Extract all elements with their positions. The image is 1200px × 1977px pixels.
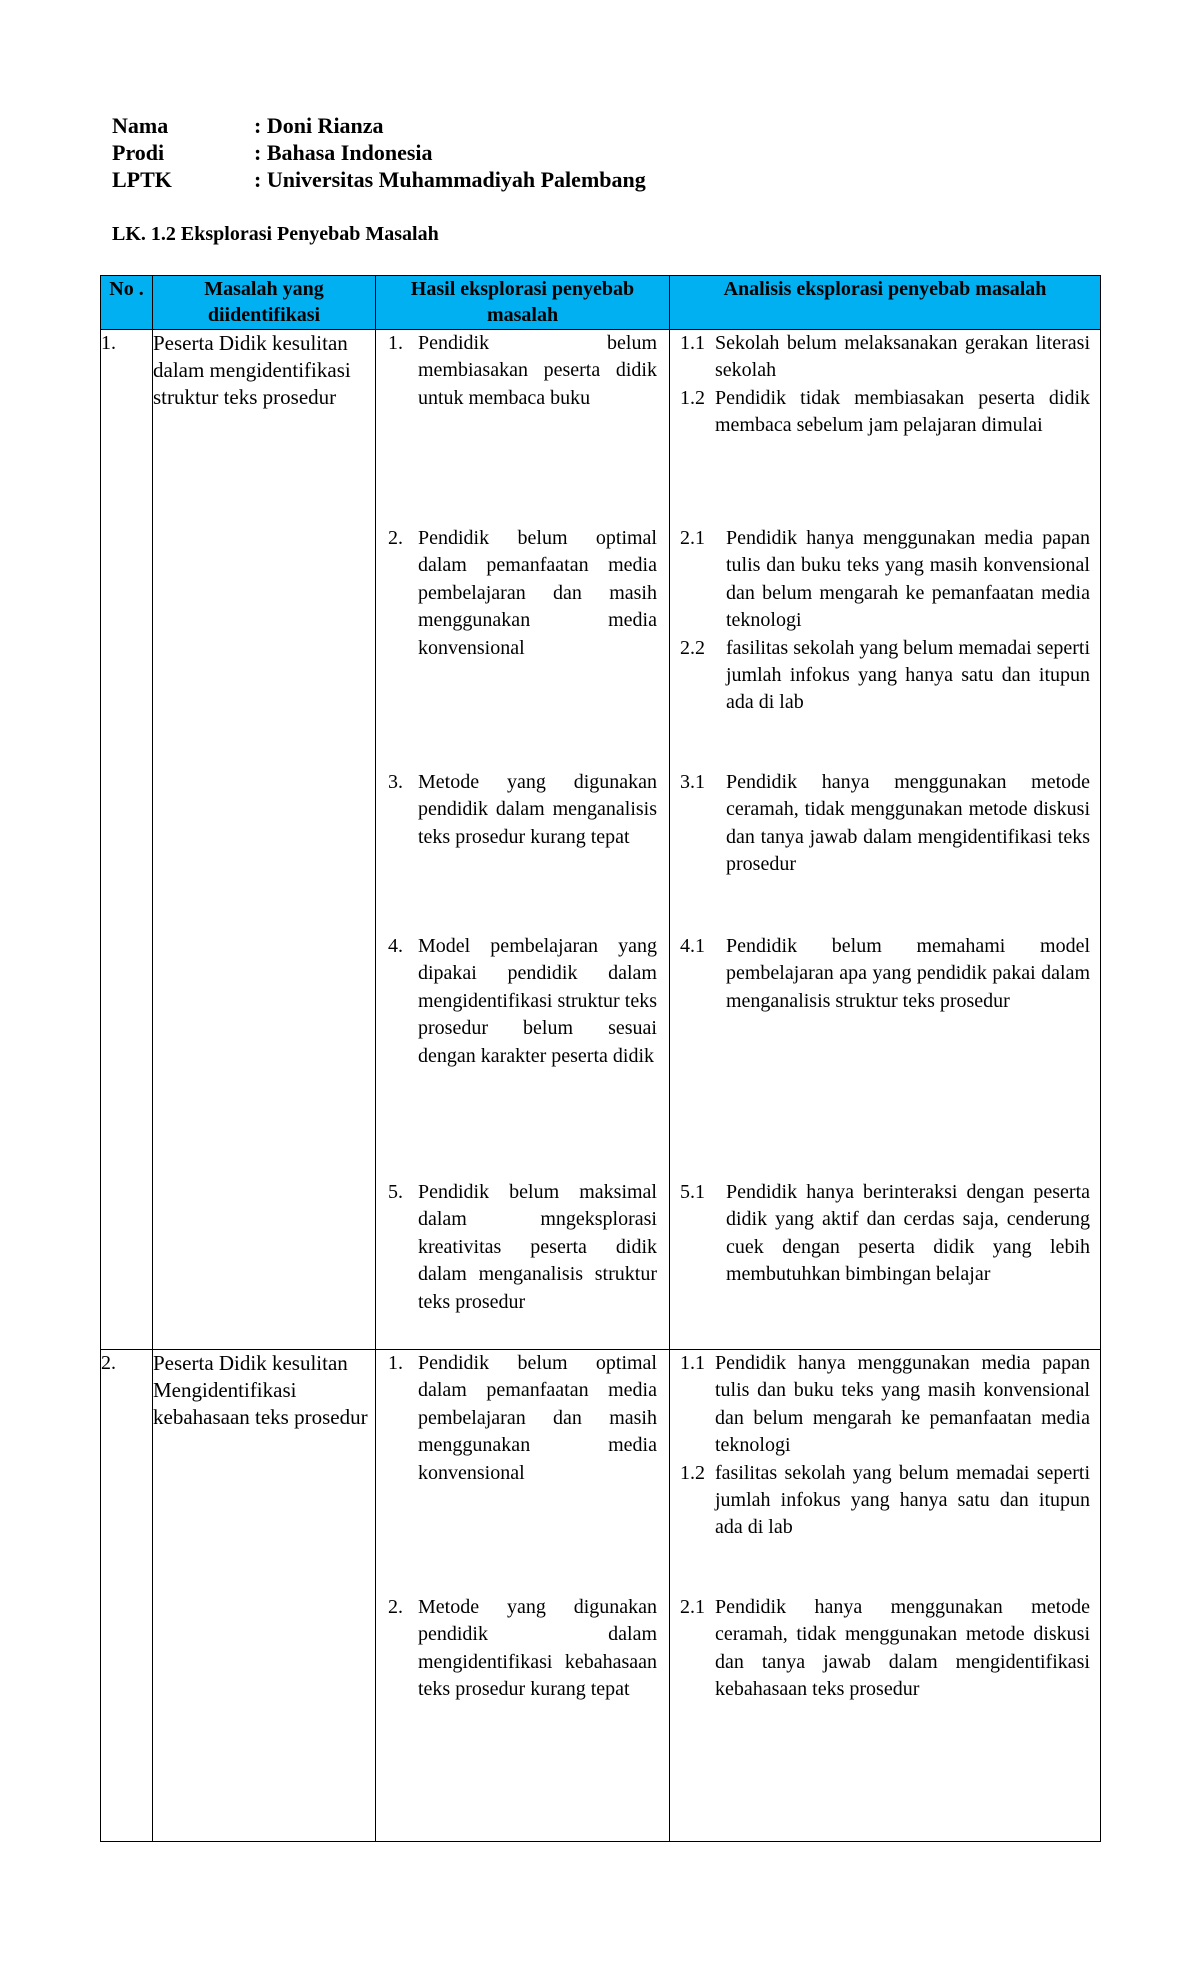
analysis-cell bbox=[670, 330, 1101, 1350]
analysis-number: 3.1 bbox=[680, 771, 705, 793]
analysis-text: Sekolah belum melaksanakan gerakan literasi sekolah bbox=[715, 332, 1090, 382]
cause-item bbox=[388, 1350, 657, 1487]
cause-text: Pendidik belum maksimal dalam mngeksplorasi kreativitas peserta didik dalam menganalisis struktur teks prosedur bbox=[418, 1181, 657, 1313]
analysis-text: Pendidik hanya menggunakan metode ceramah, tidak menggunakan metode diskusi dan tanya jawab dalam mengidentifikasi teks prosedur bbox=[726, 771, 1090, 876]
cause-number: 1. bbox=[388, 332, 403, 354]
analysis-item bbox=[680, 385, 1090, 440]
analysis-number: 2.2 bbox=[680, 636, 705, 659]
analysis-number: 1.2 bbox=[680, 1461, 705, 1484]
cause-block bbox=[376, 933, 669, 1179]
name-row bbox=[112, 112, 646, 139]
cause-item bbox=[388, 1594, 657, 1704]
analysis-block bbox=[670, 330, 1100, 525]
analysis-text: Pendidik hanya berinteraksi dengan peserta didik yang aktif dan cerdas saja, cenderung cuek dengan peserta didik yang lebih membutuhkan bimbingan belajar bbox=[726, 1181, 1090, 1286]
analysis-number: 2.1 bbox=[680, 1596, 705, 1618]
lptk-row bbox=[112, 166, 646, 193]
problem-cell: Peserta Didik kesulitan dalam mengidentifikasi struktur teks prosedur bbox=[153, 330, 376, 1350]
analysis-item bbox=[680, 330, 1090, 385]
identity-header bbox=[112, 112, 646, 193]
analysis-number: 4.1 bbox=[680, 935, 705, 957]
row-number: 2. bbox=[101, 1350, 153, 1842]
analysis-number: 1.2 bbox=[680, 386, 705, 409]
analysis-item bbox=[680, 1350, 1090, 1460]
cause-number: 4. bbox=[388, 935, 403, 957]
cause-number: 5. bbox=[388, 1181, 403, 1203]
cause-item bbox=[388, 525, 657, 662]
cause-block bbox=[376, 1179, 669, 1349]
cause-text: Model pembelajaran yang dipakai pendidik dalam mengidentifikasi struktur teks prosedur belum sesuai dengan karakter peserta didik bbox=[418, 935, 657, 1067]
table-row bbox=[101, 1350, 1101, 1842]
lptk-label: LPTK bbox=[112, 167, 172, 192]
analysis-item bbox=[680, 1179, 1090, 1289]
cause-item bbox=[388, 1179, 657, 1316]
analysis-text: fasilitas sekolah yang belum memadai seperti jumlah infokus yang hanya satu dan itupun ada di lab bbox=[715, 1461, 1090, 1539]
header-causes: Hasil eksplorasi penyebab masalah bbox=[376, 276, 670, 330]
analysis-number: 1.1 bbox=[680, 332, 705, 354]
cause-text: Metode yang digunakan pendidik dalam menganalisis teks prosedur kurang tepat bbox=[418, 771, 657, 848]
lptk-value: : Universitas Muhammadiyah Palembang bbox=[254, 167, 646, 192]
cause-block bbox=[376, 1594, 669, 1841]
cause-text: Pendidik belum optimal dalam pemanfaatan media pembelajaran dan masih menggunakan media konvensional bbox=[418, 527, 657, 659]
analysis-item bbox=[680, 525, 1090, 635]
cause-text: Pendidik belum optimal dalam pemanfaatan media pembelajaran dan masih menggunakan media konvensional bbox=[418, 1352, 657, 1484]
causes-cell bbox=[376, 1350, 670, 1842]
causes-cell bbox=[376, 330, 670, 1350]
analysis-block bbox=[670, 933, 1100, 1179]
analysis-item bbox=[680, 769, 1090, 879]
analysis-number: 1.1 bbox=[680, 1352, 705, 1374]
cause-number: 1. bbox=[388, 1352, 403, 1374]
header-no: No . bbox=[101, 276, 153, 330]
analysis-item bbox=[680, 635, 1090, 717]
cause-block bbox=[376, 769, 669, 933]
analysis-block bbox=[670, 769, 1100, 933]
prodi-value: : Bahasa Indonesia bbox=[254, 140, 433, 165]
row-number: 1. bbox=[101, 330, 153, 1350]
problem-cell: Peserta Didik kesulitan Mengidentifikasi kebahasaan teks prosedur bbox=[153, 1350, 376, 1842]
cause-item bbox=[388, 330, 657, 412]
table-row bbox=[101, 330, 1101, 1350]
prodi-label: Prodi bbox=[112, 140, 165, 165]
cause-number: 2. bbox=[388, 1596, 403, 1618]
header-analysis: Analisis eksplorasi penyebab masalah bbox=[670, 276, 1101, 330]
name-value: : Doni Rianza bbox=[254, 113, 384, 138]
analysis-block bbox=[670, 1179, 1100, 1349]
cause-text: Metode yang digunakan pendidik dalam mengidentifikasi kebahasaan teks prosedur kurang tepat bbox=[418, 1596, 657, 1701]
analysis-text: Pendidik hanya menggunakan media papan tulis dan buku teks yang masih konvensional dan belum mengarah ke pemanfaatan media teknologi bbox=[726, 527, 1090, 632]
analysis-block bbox=[670, 1350, 1100, 1594]
cause-text: Pendidik belum membiasakan peserta didik untuk membaca buku bbox=[418, 332, 657, 409]
analysis-block bbox=[670, 525, 1100, 769]
analysis-number: 2.1 bbox=[680, 527, 705, 549]
analysis-text: Pendidik hanya menggunakan media papan tulis dan buku teks yang masih konvensional dan belum mengarah ke pemanfaatan media teknologi bbox=[715, 1352, 1090, 1457]
cause-item bbox=[388, 933, 657, 1070]
worksheet-title: LK. 1.2 Eksplorasi Penyebab Masalah bbox=[112, 223, 439, 245]
header-problem: Masalah yang diidentifikasi bbox=[153, 276, 376, 330]
analysis-block bbox=[670, 1594, 1100, 1841]
analysis-number: 5.1 bbox=[680, 1181, 705, 1203]
analysis-item bbox=[680, 1460, 1090, 1542]
prodi-row bbox=[112, 139, 646, 166]
analysis-cell bbox=[670, 1350, 1101, 1842]
table-header-row bbox=[101, 276, 1101, 330]
cause-number: 3. bbox=[388, 771, 403, 793]
analysis-text: Pendidik hanya menggunakan metode ceramah, tidak menggunakan metode diskusi dan tanya jawab dalam mengidentifikasi kebahasaan teks prosedur bbox=[715, 1596, 1090, 1701]
cause-block bbox=[376, 330, 669, 525]
analysis-item bbox=[680, 933, 1090, 1015]
cause-block bbox=[376, 525, 669, 769]
name-label: Nama bbox=[112, 113, 169, 138]
cause-number: 2. bbox=[388, 527, 403, 549]
analysis-text: Pendidik belum memahami model pembelajaran apa yang pendidik pakai dalam menganalisis struktur teks prosedur bbox=[726, 935, 1090, 1012]
cause-item bbox=[388, 769, 657, 851]
exploration-table bbox=[100, 275, 1101, 1842]
analysis-text: fasilitas sekolah yang belum memadai seperti jumlah infokus yang hanya satu dan itupun ada di lab bbox=[726, 636, 1090, 714]
cause-block bbox=[376, 1350, 669, 1594]
analysis-item bbox=[680, 1594, 1090, 1704]
analysis-text: Pendidik tidak membiasakan peserta didik membaca sebelum jam pelajaran dimulai bbox=[715, 386, 1090, 437]
